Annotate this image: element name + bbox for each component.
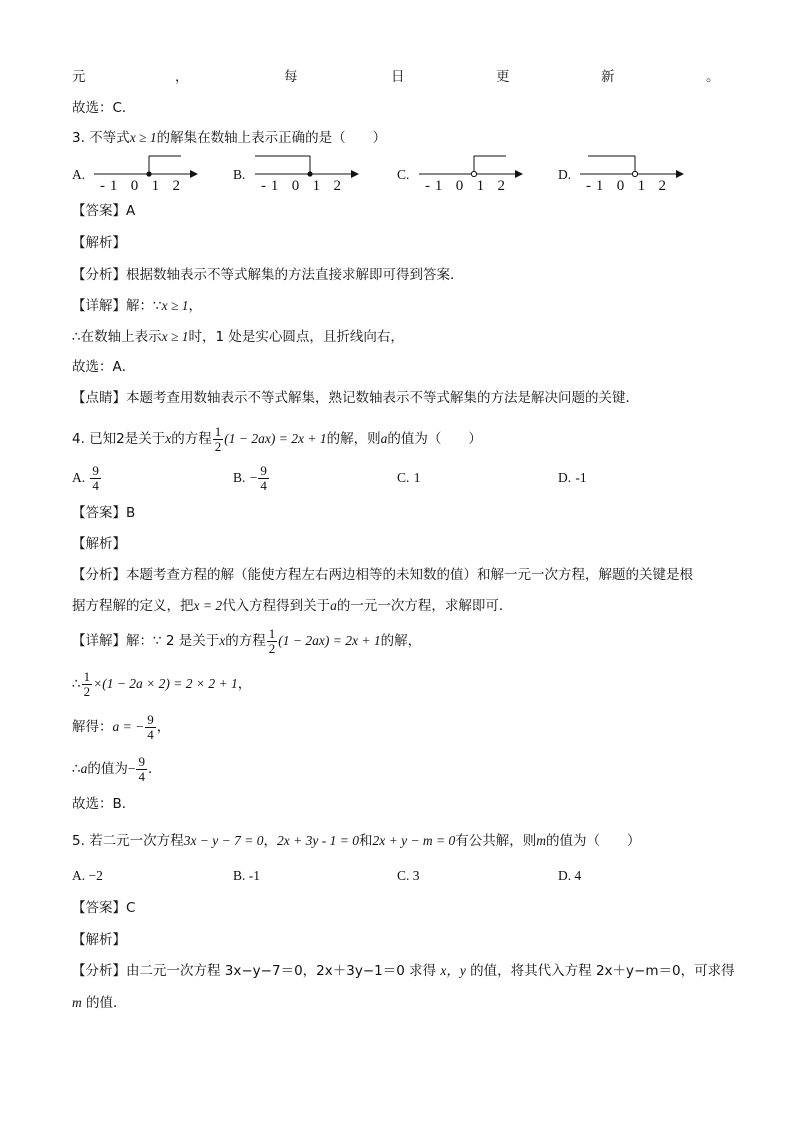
detail-var: x xyxy=(219,633,226,648)
fenxi1-post: 的值，将其代入方程 2x＋y−m＝0，可求得 xyxy=(465,963,735,979)
fenxi2-post: 的一元一次方程，求解即可． xyxy=(336,598,513,614)
q5-fenxi-1 xyxy=(72,961,735,981)
q3-post: 的解集在数轴上表示正确的是（ ） xyxy=(156,130,387,146)
fenxi2-var: m xyxy=(72,995,82,1010)
detail-pre: 解：∵ xyxy=(126,298,162,314)
q4-mid: 的方程 xyxy=(171,431,212,447)
option-sign: − xyxy=(249,470,258,485)
option-label: A. xyxy=(72,868,86,883)
q3-option-label: D. xyxy=(558,167,572,182)
result-sign: − xyxy=(127,761,136,776)
q5-and: 和 xyxy=(358,833,373,849)
q5-post2: 的值为（ ） xyxy=(546,833,641,849)
q5-option-b[interactable] xyxy=(233,868,260,884)
option-value: 4 xyxy=(574,868,582,883)
solve-equation: a = − xyxy=(112,719,145,734)
top-char: 。 xyxy=(706,69,720,85)
q5-sep: ， xyxy=(263,833,278,849)
q4-number: 4. xyxy=(72,431,85,447)
fenxi2-var: a xyxy=(330,598,337,613)
q3-pre: 不等式 xyxy=(89,130,130,146)
fraction-half: $\frac{1}{2}$ xyxy=(214,423,222,454)
detail-pre: 解：∵ 2 是关于 xyxy=(126,633,220,649)
top-char: 更 xyxy=(496,69,510,85)
q3-therefore xyxy=(72,327,404,347)
q4-answer xyxy=(72,503,135,523)
q4-equation: (1 − 2ax) = 2x + 1 xyxy=(224,431,327,446)
option-value: −2 xyxy=(88,868,103,883)
q4-stem xyxy=(72,418,482,460)
solve-fraction: $\frac{9}{4}$ xyxy=(147,711,154,742)
q3-fenxi xyxy=(72,265,464,285)
q4-post: 的解，则 xyxy=(326,431,381,447)
q5-option-d[interactable] xyxy=(558,868,581,884)
fraction-half: $\frac{1}{2}$ xyxy=(268,625,276,656)
q2-choose: 故选：C． xyxy=(72,100,136,116)
option-fraction: $\frac{9}{4}$ xyxy=(260,462,267,493)
option-label: C. xyxy=(397,868,410,883)
answer-value: B xyxy=(126,505,136,521)
option-label: C. xyxy=(397,470,410,485)
detail-post: 的解， xyxy=(380,633,422,649)
q4-option-d[interactable] xyxy=(558,458,587,498)
q3-stem xyxy=(72,128,386,148)
q5-eq3: 2x + y − m = 0 xyxy=(372,833,456,848)
q4-detail xyxy=(72,620,421,662)
option-label: A. xyxy=(72,470,86,485)
q4-pre: 已知2是关于 xyxy=(89,431,166,447)
answer-tag: 【答案】 xyxy=(72,203,126,219)
q3-option-label: A. xyxy=(72,167,86,182)
therefore-pre: ∴在数轴上表示 xyxy=(72,329,162,345)
number-line-a xyxy=(86,150,206,192)
result-mid: 的值为 xyxy=(87,761,128,777)
q4-var-a: a xyxy=(380,431,388,446)
q4-option-a[interactable] xyxy=(72,458,102,498)
detail-post: ， xyxy=(188,298,202,314)
detail-mid: 的方程 xyxy=(225,633,266,649)
q5-option-a[interactable] xyxy=(72,868,103,884)
answer-value: A xyxy=(126,203,136,219)
number-line-c xyxy=(411,150,531,192)
option-value: 1 xyxy=(413,470,421,485)
q3-detail xyxy=(72,296,202,316)
option-label: D. xyxy=(558,470,572,485)
q3-option-label: B. xyxy=(233,167,246,182)
step1-post: ， xyxy=(237,676,252,692)
option-value: -1 xyxy=(575,470,587,485)
fenxi-tag: 【分析】 xyxy=(72,267,126,283)
option-value: -1 xyxy=(248,868,261,883)
answer-tag: 【答案】 xyxy=(72,505,126,521)
q4-post2: 的值为（ ） xyxy=(387,431,482,447)
q3-dianjing xyxy=(72,388,639,408)
q3-choose: 故选：A． xyxy=(72,359,136,375)
q4-option-c[interactable] xyxy=(397,458,420,498)
dianjing-text: 本题考查用数轴表示不等式解集，熟记数轴表示不等式解集的方法是解决问题的关键． xyxy=(126,390,639,406)
top-char: 元 xyxy=(72,69,86,85)
q5-fenxi-2 xyxy=(72,993,127,1013)
top-char: ， xyxy=(175,69,189,85)
result-var: a xyxy=(80,761,88,776)
fenxi-text: 本题考查方程的解（能使方程左右两边相等的未知数的值）和解一元一次方程，解题的关键是根 xyxy=(126,567,693,583)
q5-eq1: 3x − y − 7 = 0 xyxy=(183,833,264,848)
q4-jiexi: 【解析】 xyxy=(72,536,126,552)
q4-solve xyxy=(72,706,170,748)
q3-cond: x ≥ 1 xyxy=(129,130,157,145)
fraction-half: $\frac{1}{2}$ xyxy=(83,668,91,699)
q3-answer xyxy=(72,201,135,221)
fenxi2-post: 的值． xyxy=(81,995,127,1011)
q4-option-b[interactable] xyxy=(233,458,270,498)
fenxi1-pre: 由二元一次方程 3x−y−7＝0，2x＋3y−1＝0 求得 xyxy=(126,963,441,979)
q3-number: 3. xyxy=(72,130,85,146)
detail-cond: x ≥ 1 xyxy=(161,298,189,313)
top-char: 日 xyxy=(391,69,405,85)
fenxi-tag: 【分析】 xyxy=(72,963,126,979)
step1-equation: ×(1 − 2a × 2) = 2 × 2 + 1 xyxy=(93,676,238,691)
detail-tag: 【详解】 xyxy=(72,298,126,314)
q5-post: 有公共解，则 xyxy=(455,833,537,849)
option-label: B. xyxy=(233,868,246,883)
top-char: 每 xyxy=(284,69,298,85)
solve-pre: 解得： xyxy=(72,719,113,735)
q4-choose: 故选：B． xyxy=(72,796,136,812)
result-post: ． xyxy=(147,761,162,777)
therefore-post: 时，1 处是实心圆点，且折线向右， xyxy=(188,329,404,345)
fenxi-text: 根据数轴表示不等式解集的方法直接求解即可得到答案． xyxy=(126,267,464,283)
q3-option-label: C. xyxy=(397,167,410,182)
tick-labels: -1 0 1 2 xyxy=(425,178,505,192)
tick-labels: -1 0 1 2 xyxy=(586,178,666,192)
solve-post: ， xyxy=(156,719,171,735)
q3-jiexi: 【解析】 xyxy=(72,235,126,251)
q5-pre: 若二元一次方程 xyxy=(89,833,184,849)
fenxi1-xy: x，y xyxy=(440,963,466,978)
q5-number: 5. xyxy=(72,833,85,849)
q4-fenxi-2 xyxy=(72,596,512,616)
fenxi2-eq: x = 2 xyxy=(193,598,223,613)
option-label: B. xyxy=(233,470,246,485)
therefore-cond: x ≥ 1 xyxy=(161,329,189,344)
answer-tag: 【答案】 xyxy=(72,900,126,916)
dianjing-tag: 【点睛】 xyxy=(72,390,126,406)
q5-jiexi: 【解析】 xyxy=(72,932,126,948)
result-pre: ∴ xyxy=(72,761,81,777)
step1-pre: ∴ xyxy=(72,676,81,692)
q5-eq2: 2x + 3y - 1 = 0 xyxy=(277,833,359,848)
q5-var: m xyxy=(536,833,547,848)
fenxi-tag: 【分析】 xyxy=(72,567,126,583)
detail-tag: 【详解】 xyxy=(72,633,126,649)
option-value: 3 xyxy=(412,868,420,883)
top-char: 新 xyxy=(601,69,615,85)
q5-stem xyxy=(72,831,641,851)
option-fraction: $\frac{9}{4}$ xyxy=(92,462,99,493)
detail-equation: (1 − 2ax) = 2x + 1 xyxy=(278,633,381,648)
answer-value: C xyxy=(126,900,136,916)
q5-answer xyxy=(72,898,135,918)
option-label: D. xyxy=(558,868,572,883)
q5-option-c[interactable] xyxy=(397,868,420,884)
number-line-d xyxy=(572,150,692,192)
q4-var: x xyxy=(165,431,172,446)
result-fraction: $\frac{9}{4}$ xyxy=(138,753,145,784)
q4-step1 xyxy=(72,663,251,705)
tick-labels: -1 0 1 2 xyxy=(261,178,341,192)
fenxi2-pre: 据方程解的定义，把 xyxy=(72,598,194,614)
tick-labels: -1 0 1 2 xyxy=(100,178,180,192)
q4-fenxi-1 xyxy=(72,565,693,585)
number-line-b xyxy=(247,150,367,192)
fenxi2-mid: 代入方程得到关于 xyxy=(222,598,331,614)
q4-result xyxy=(72,748,161,790)
